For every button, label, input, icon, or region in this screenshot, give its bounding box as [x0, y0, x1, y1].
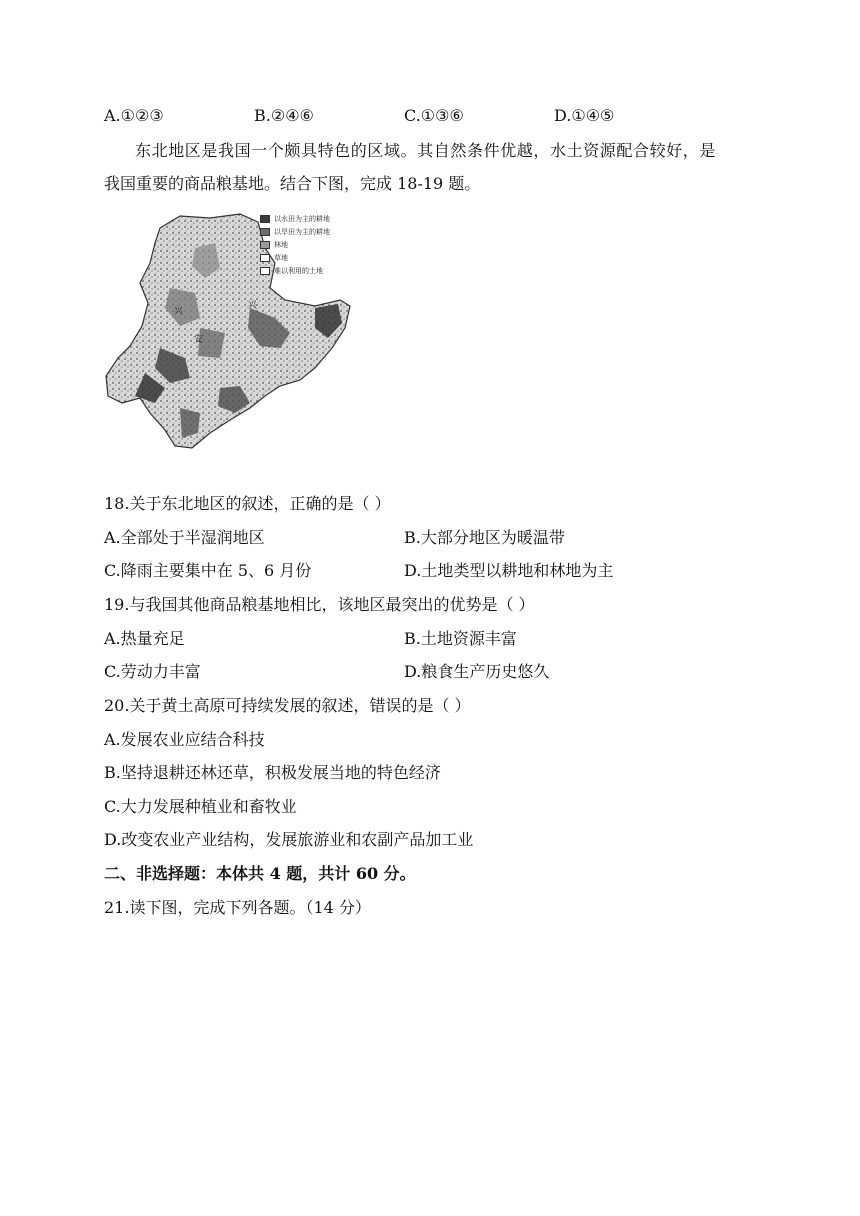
q18-option-b: B.大部分地区为暖温带	[404, 528, 565, 547]
intro-line-2: 我国重要的商品粮基地。结合下图，完成 18-19 题。	[104, 174, 481, 193]
intro-line-1: 东北地区是我国一个颇具特色的区域。其自然条件优越，水土资源配合较好，是	[135, 141, 717, 160]
map-label-an: 安	[194, 335, 204, 345]
legend-item-grassland	[260, 251, 330, 264]
legend-item-paddy	[260, 212, 330, 225]
option-b: B.②④⑥	[254, 106, 314, 125]
q19-option-c: C.劳动力丰富	[104, 662, 201, 681]
q20-stem: 20.关于黄土高原可持续发展的叙述，错误的是（ ）	[104, 696, 471, 715]
q19-option-d: D.粮食生产历史悠久	[404, 662, 550, 681]
legend-swatch-icon	[260, 228, 270, 236]
legend-swatch-icon	[260, 215, 270, 223]
legend-label: 难以利用的土地	[274, 266, 323, 275]
legend-item-dryland	[260, 225, 330, 238]
option-c: C.①③⑥	[404, 106, 464, 125]
legend-swatch-icon	[260, 254, 270, 262]
section-2-heading: 二、非选择题：本体共 4 题，共计 60 分。	[104, 864, 416, 883]
map-label-xing-2: 兴	[248, 301, 258, 311]
legend-swatch-icon	[260, 241, 270, 249]
legend-label: 以旱田为主的耕地	[274, 227, 330, 236]
legend-item-barren	[260, 264, 330, 277]
q18-option-d: D.土地类型以耕地和林地为主	[404, 561, 614, 580]
q21-stem: 21.读下图，完成下列各题。（14 分）	[104, 898, 371, 917]
q19-option-b: B.土地资源丰富	[404, 629, 517, 648]
legend-label: 草地	[274, 253, 288, 262]
option-d: D.①④⑤	[554, 106, 615, 125]
legend-label: 以水田为主的耕地	[274, 214, 330, 223]
q20-option-d: D.改变农业产业结构，发展旅游业和农副产品加工业	[104, 830, 474, 849]
option-a: A.①②③	[104, 106, 164, 125]
q20-option-a: A.发展农业应结合科技	[104, 730, 265, 749]
map-legend	[260, 212, 330, 277]
map-label-xing-1: 兴	[174, 307, 184, 317]
q20-option-b: B.坚持退耕还林还草，积极发展当地的特色经济	[104, 763, 441, 782]
q20-option-c: C.大力发展种植业和畜牧业	[104, 797, 297, 816]
q18-stem: 18.关于东北地区的叙述，正确的是（ ）	[104, 494, 391, 513]
legend-label: 林地	[274, 240, 288, 249]
northeast-land-use-map	[100, 208, 356, 454]
legend-item-forest	[260, 238, 330, 251]
q19-option-a: A.热量充足	[104, 629, 185, 648]
q18-option-c: C.降雨主要集中在 5、6 月份	[104, 561, 312, 580]
q19-stem: 19.与我国其他商品粮基地相比，该地区最突出的优势是（ ）	[104, 595, 535, 614]
q18-option-a: A.全部处于半湿润地区	[104, 528, 265, 547]
legend-swatch-icon	[260, 267, 270, 275]
